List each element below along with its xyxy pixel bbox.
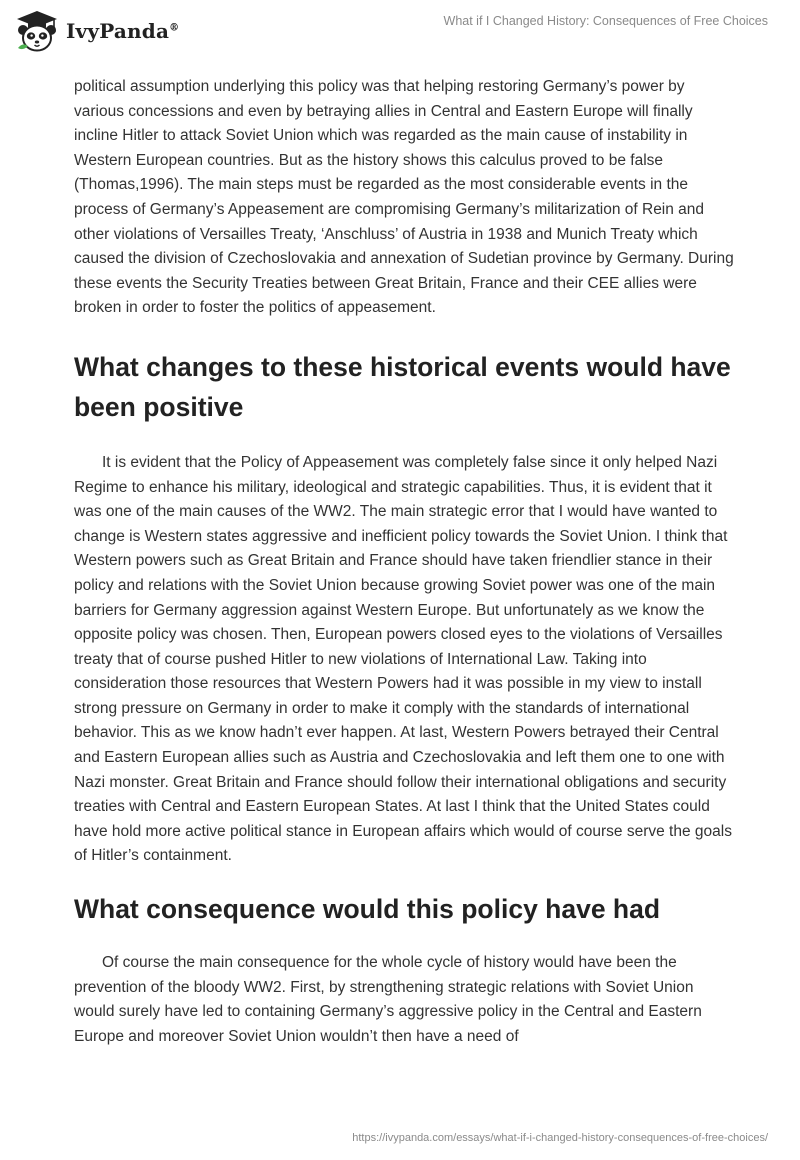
panda-graduate-icon [14,8,60,54]
ivypanda-logo[interactable] [14,8,179,54]
section-heading-consequences: What consequence would this policy have had [74,894,661,925]
page-header [0,0,800,70]
section-heading-positive-changes: What changes to these historical events would have been positive [74,351,731,422]
document-title: What if I Changed History: Consequences of Free Choices [443,14,768,28]
paragraph-3: Of course the main consequence for the whole cycle of history would have been the prevention of the bloody WW2. First, by strengthening strategic relations with Soviet Union would surely have led to containing Germany’s aggressive policy in the Central and Eastern Europe and moreover Soviet Union wouldn’t then have a need of [74,954,702,1045]
source-url[interactable]: https://ivypanda.com/essays/what-if-i-changed-history-consequences-of-free-choices/ [352,1132,768,1144]
article-body [74,75,734,1049]
paragraph-2: It is evident that the Policy of Appeasement was completely false since it only helped Nazi Regime to enhance his military, ideological and strategic capabilities. Thus, it is evident that it was one of the main causes of the WW2. The main strategic error that I would have wanted to change is Western states aggressive and inefficient policy towards the Soviet Union. I think that Western powers such as Great Britain and France should have taken friendlier stance in their policy and relations with the Soviet Union because growing Soviet power was one of the main barriers for Germany aggression against Western Europe. But unfortunately as we know the opposite policy was chosen. Then, European powers closed eyes to the violations of Versailles treaty that of course pushed Hitler to new violations of International Law. Taking into consideration those resources that Western Powers had it was possible in my view to install strong pressure on Germany in order to make it comply with the standards of international behavior. This as we know hadn’t ever happen. At last, Western Powers betrayed their Central and Eastern European allies such as Austria and Czechoslovakia and left them one to one with Nazi monster. Great Britain and France should follow their international obligations and security treaties with Central and Eastern European States. At last I think that the United States could have hold more active political stance in European affairs which would of course serve the goals of Hitler’s containment. [74,453,732,865]
brand-name: IvyPanda® [66,19,180,43]
paragraph-1: political assumption underlying this policy was that helping restoring Germany’s power by various concessions and even by betraying allies in Central and Eastern Europe will finally incline Hitler to attack Soviet Union which was regarded as the main cause of instability in Western European countries. But as the history shows this calculus proved to be false (Thomas,1996). The main steps must be regarded as the most considerable events in the process of Germany’s Appeasement are compromising Germany’s militarization of Rein and other violations of Versailles Treaty, ‘Anschluss’ of Austria in 1938 and Munich Treaty which caused the division of Czechoslovakia and annexation of Sudetian province by Germany. During these events the Security Treaties between Great Britain, France and their CEE allies were broken in order to foster the politics of appeasement. [74,78,734,317]
registered-mark: ® [169,22,180,34]
